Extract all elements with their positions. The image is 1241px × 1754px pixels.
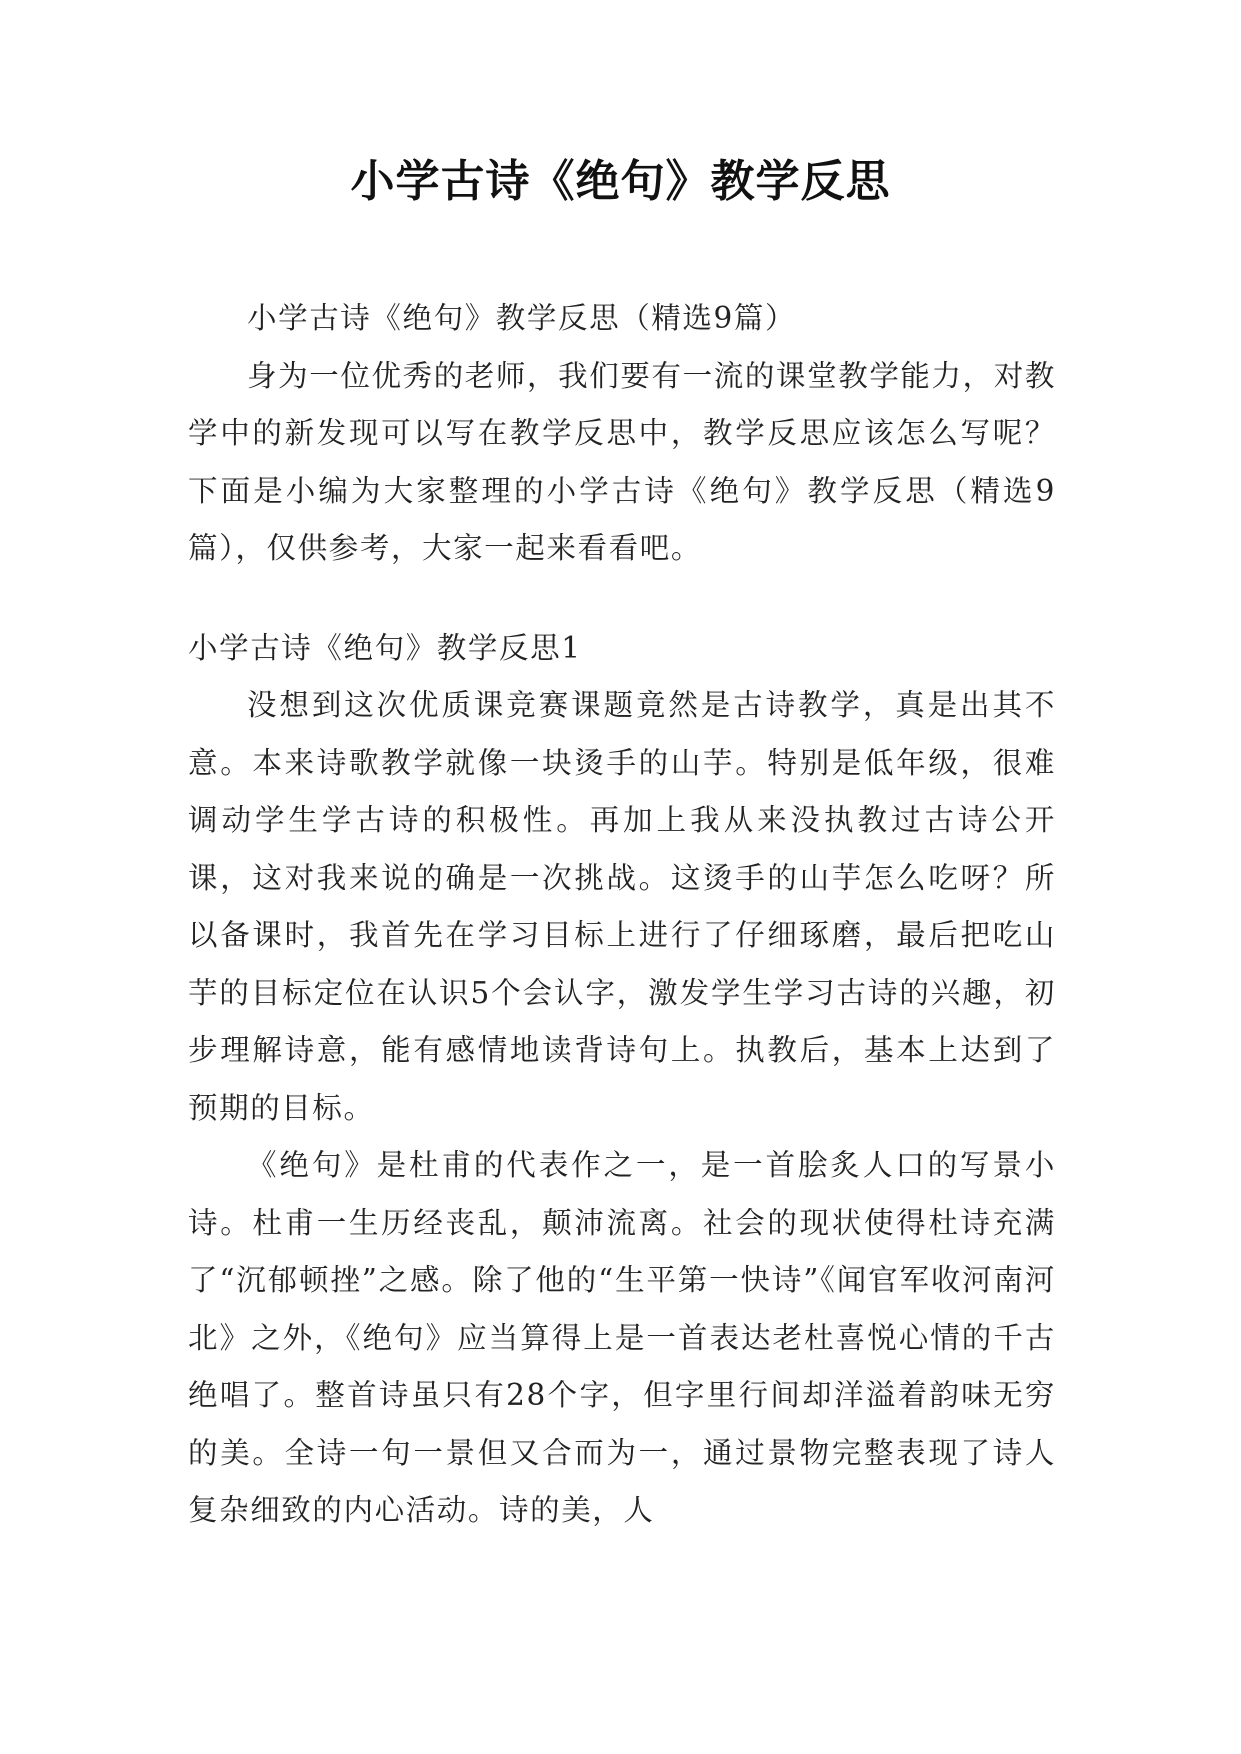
body-paragraph-2: 《绝句》是杜甫的代表作之一，是一首脍炙人口的写景小诗。杜甫一生历经丧乱，颠沛流离。社会的现状使得杜诗充满了“沉郁顿挫”之感。除了他的“生平第一快诗”《闻官军收河南河北》之外，《绝句》应当算得上是一首表达老杜喜悦心情的千古绝唱了。整首诗虽只有28个字，但字里行间却洋溢着韵味无穷的美。全诗一句一景但又合而为一，通过景物完整表现了诗人复杂细致的内心活动。诗的美，人: [188, 1148, 1056, 1527]
document-title: 小学古诗《绝句》教学反思: [350, 156, 891, 207]
body-paragraph-1: 没想到这次优质课竞赛课题竟然是古诗教学，真是出其不意。本来诗歌教学就像一块烫手的山芋。特别是低年级，很难调动学生学古诗的积极性。再加上我从来没执教过古诗公开课，这对我来说的确是一次挑战。这烫手的山芋怎么吃呀？所以备课时，我首先在学习目标上进行了仔细琢磨，最后把吃山芋的目标定位在认识5个会认字，激发学生学习古诗的兴趣，初步理解诗意，能有感情地读背诗句上。执教后，基本上达到了预期的目标。: [188, 688, 1056, 1125]
subtitle-paragraph: 小学古诗《绝句》教学反思（精选9篇）: [247, 301, 797, 335]
section-heading: 小学古诗《绝句》教学反思1: [188, 630, 582, 665]
section-gap: [188, 578, 1056, 620]
intro-paragraph: 身为一位优秀的老师，我们要有一流的课堂教学能力，对教学中的新发现可以写在教学反思中，教学反思应该怎么写呢？下面是小编为大家整理的小学古诗《绝句》教学反思（精选9篇），仅供参考，大家一起来看看吧。: [188, 358, 1056, 565]
document-body: [188, 290, 1056, 1540]
